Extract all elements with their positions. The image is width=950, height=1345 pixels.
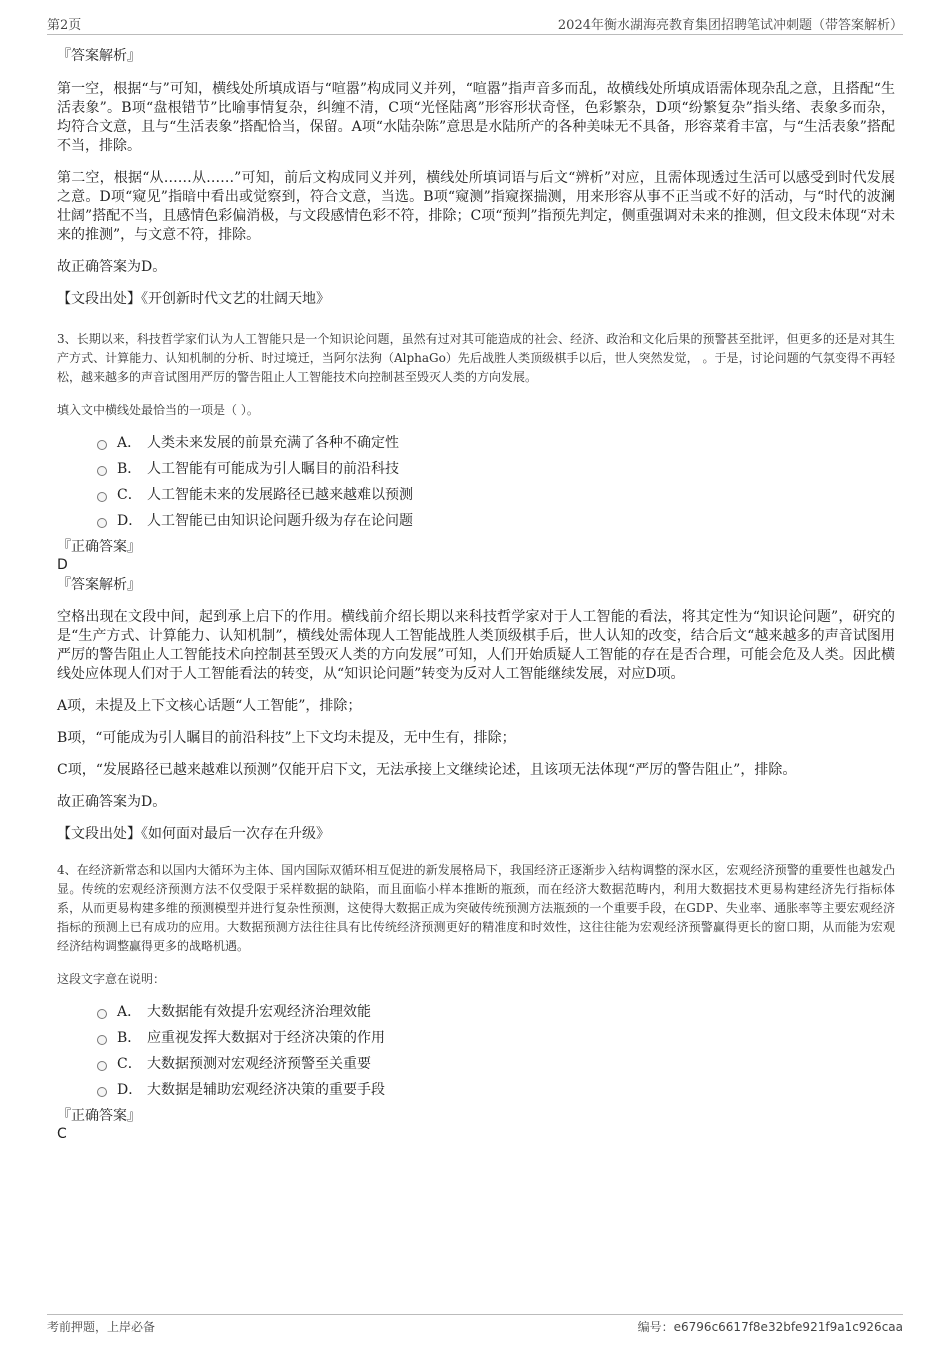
analysis-label: 『答案解析』 <box>57 577 141 593</box>
analysis-conclusion: 故正确答案为D。 <box>57 794 167 810</box>
option-a[interactable]: A． 人类未来发展的前景充满了各种不确定性 <box>57 430 895 456</box>
question-4-options <box>57 999 895 1103</box>
radio-icon[interactable] <box>97 440 107 450</box>
source-citation: 【文段出处】《如何面对最后一次存在升级》 <box>57 826 330 842</box>
radio-icon[interactable] <box>97 1061 107 1071</box>
analysis-paragraph-4: C项，“发展路径已越来越难以预测”仅能开启下文，无法承接上文继续论述，且该项无法体现“严厉的警告阻止”，排除。 <box>57 762 797 778</box>
correct-answer: C <box>57 1126 67 1142</box>
question-3-options <box>57 430 895 534</box>
option-c[interactable]: C． 大数据预测对宏观经济预警至关重要 <box>57 1051 895 1077</box>
option-c[interactable]: C． 人工智能未来的发展路径已越来越难以预测 <box>57 482 895 508</box>
option-d[interactable]: D． 大数据是辅助宏观经济决策的重要手段 <box>57 1077 895 1103</box>
footer-slogan: 考前押题，上岸必备 <box>47 1320 156 1334</box>
question-3-text: 3、长期以来，科技哲学家们认为人工智能只是一个知识论问题，虽然有过对其可能造成的社会、经济、政治和文化后果的预警甚至批评，但更多的还是对其生产方式、计算能力、认知机制的分析、时过境迁，当阿尔法狗（AlphaGo）先后战胜人类顶级棋手以后，世人突然发觉， 。于是，讨论问题的气氛变得不再轻松，越来越多的声音试图用严厉的警告阻止人工智能技术向控制甚至毁灭人类的方向发展。 <box>57 332 895 384</box>
option-a[interactable]: A． 大数据能有效提升宏观经济治理效能 <box>57 999 895 1025</box>
question-4-text: 4、在经济新常态和以国内大循环为主体、国内国际双循环相互促进的新发展格局下，我国经济正逐渐步入结构调整的深水区，宏观经济预警的重要性也越发凸显。传统的宏观经济预测方法不仅受限于采样数据的缺陷，而且面临小样本推断的瓶颈，而在经济大数据范畴内，利用大数据技术更易构建经济先行指标体系，从而更易构建多维的预测模型并进行复杂性预测，这使得大数据正成为突破传统预测方法瓶颈的一个重要手段，在GDP、失业率、通胀率等主要宏观经济指标的预测上已有成功的应用。大数据预测方法往往具有比传统经济预测更好的精准度和时效性，这往往能为宏观经济预警赢得更长的窗口期，从而能为宏观经济结构调整赢得更多的战略机遇。 <box>57 863 895 953</box>
source-citation: 【文段出处】《开创新时代文艺的壮阔天地》 <box>57 291 330 307</box>
analysis-label: 『答案解析』 <box>57 48 141 64</box>
correct-answer-label: 『正确答案』 <box>57 539 141 555</box>
correct-answer-label: 『正确答案』 <box>57 1108 141 1124</box>
radio-icon[interactable] <box>97 518 107 528</box>
question-4-prompt: 这段文字意在说明： <box>57 972 166 986</box>
radio-icon[interactable] <box>97 466 107 476</box>
option-b[interactable]: B． 应重视发挥大数据对于经济决策的作用 <box>57 1025 895 1051</box>
option-b[interactable]: B． 人工智能有可能成为引人瞩目的前沿科技 <box>57 456 895 482</box>
document-id: 编号：e6796c6617f8e32bfe921f9a1c926caa <box>637 1320 903 1334</box>
analysis-paragraph-2: A项，未提及上下文核心话题“人工智能”，排除； <box>57 698 362 714</box>
page-header <box>47 14 903 35</box>
radio-icon[interactable] <box>97 1087 107 1097</box>
document-title: 2024年衡水湖海亮教育集团招聘笔试冲刺题（带答案解析） <box>557 18 903 33</box>
correct-answer: D <box>57 557 68 573</box>
page-number: 第2页 <box>47 18 82 33</box>
analysis-paragraph-1: 空格出现在文段中间，起到承上启下的作用。横线前介绍长期以来科技哲学家对于人工智能的看法，将其定性为“知识论问题”，研究的是“生产方式、计算能力、认知机制”，横线处需体现人工智能战胜人类顶级棋手后，世人认知的改变，结合后文“越来越多的声音试图用严厉的警告阻止人工智能技术向控制甚至毁灭人类的方向发展”可知，人们开始质疑人工智能的存在是否合理，可能会危及人类。因此横线处应体现人们对于人工智能看法的转变，从“知识论问题”转变为反对人工智能继续发展，对应D项。 <box>57 609 895 682</box>
option-d[interactable]: D． 人工智能已由知识论问题升级为存在论问题 <box>57 508 895 534</box>
radio-icon[interactable] <box>97 1035 107 1045</box>
radio-icon[interactable] <box>97 1009 107 1019</box>
question-3-prompt: 填入文中横线处最恰当的一项是（ ）。 <box>57 403 259 417</box>
analysis-paragraph-2: 第二空，根据“从……从……”可知，前后文构成同义并列，横线处所填词语与后文“辨析”对应，且需体现透过生活可以感受到时代发展之意。D项“窥见”指暗中看出或觉察到，符合文意，当选。B项“窥测”指窥探揣测，用来形容从事不正当或不好的活动，与“时代的波澜壮阔”搭配不当，且感情色彩偏消极，与文段感情色彩不符，排除；C项“预判”指预先判定，侧重强调对未来的推测，但文段未体现“对未来的推测”，与文意不符，排除。 <box>57 170 895 243</box>
main-content <box>57 45 895 1143</box>
analysis-conclusion: 故正确答案为D。 <box>57 259 167 275</box>
radio-icon[interactable] <box>97 492 107 502</box>
analysis-paragraph-3: B项，“可能成为引人瞩目的前沿科技”上下文均未提及，无中生有，排除； <box>57 730 516 746</box>
page-footer <box>47 1314 903 1338</box>
analysis-paragraph-1: 第一空，根据“与”可知，横线处所填成语与“喧嚣”构成同义并列，“喧嚣”指声音多而乱，故横线处所填成语需体现杂乱之意，且搭配“生活表象”。B项“盘根错节”比喻事情复杂，纠缠不清，C项“光怪陆离”形容形状奇怪，色彩繁杂，D项“纷繁复杂”指头绪、表象多而杂，均符合文意，且与“生活表象”搭配恰当，保留。A项“水陆杂陈”意思是水陆所产的各种美味无不具备，形容菜肴丰富，与“生活表象”搭配不当，排除。 <box>57 81 895 154</box>
